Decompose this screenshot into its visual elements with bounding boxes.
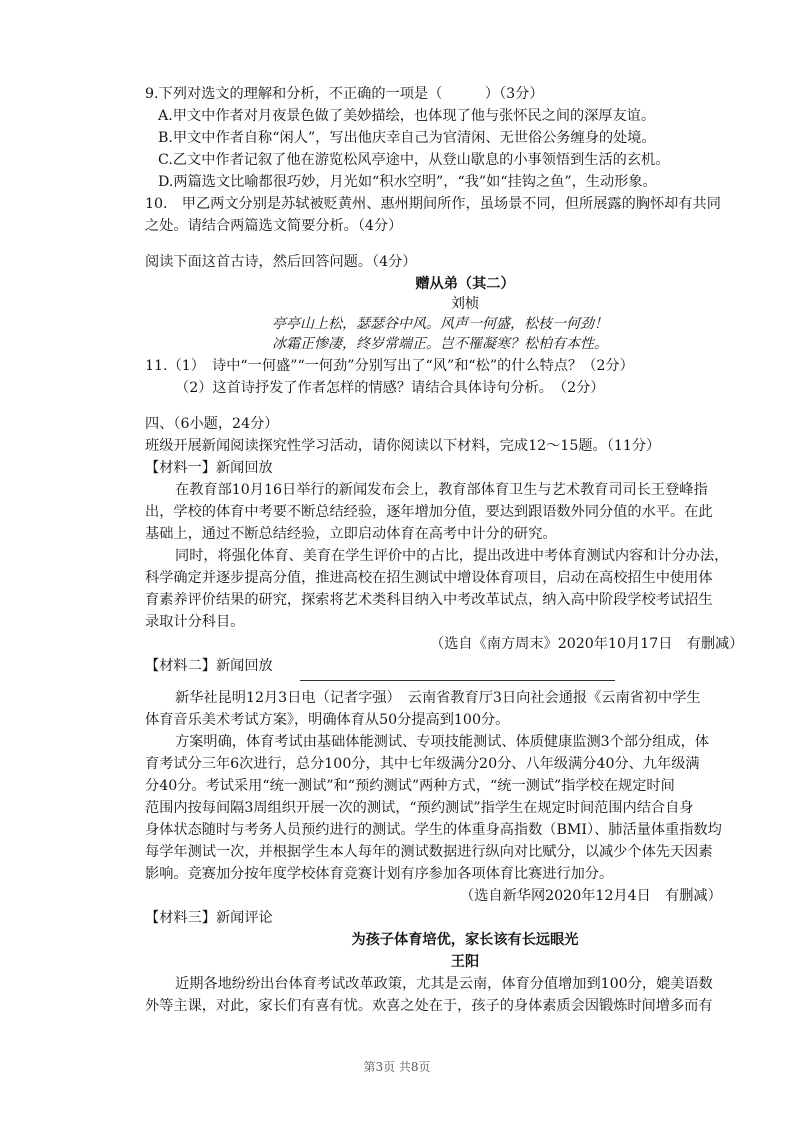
material1-p2-line1: 同时，将强化体育、美育在学生评价中的占比，提出改进中考体育测试内容和计分办法， bbox=[175, 548, 729, 564]
material3-p1-line1: 近期各地纷纷出台体育考试改革政策，尤其是云南，体育分值增加到100分，媲美语数 bbox=[175, 976, 713, 992]
material2-p2-line7: 影响。竞赛加分按年度学校体育竞赛计划有序参加各项体育比赛进行加分。 bbox=[145, 866, 614, 882]
material2-p2-line5: 身体状态随时与考务人员预约进行的测试。学生的体重身高指数（BMI）、肺活量体重指数均 bbox=[145, 822, 722, 838]
material1-p1-line1: 在教育部10月16日举行的新闻发布会上，教育部体育卫生与艺术教育司司长王登峰指 bbox=[175, 482, 708, 498]
material2-p2-line1: 方案明确，体育考试由基础体能测试、专项技能测试、体质健康监测3个部分组成，体 bbox=[175, 734, 709, 750]
poem-author: 刘桢 bbox=[450, 296, 480, 312]
material1-p2-line3: 育素养评价结果的研究，探索将艺术类科目纳入中考改革试点，纳入高中阶段学校考试招生 bbox=[145, 592, 713, 608]
section4-intro: 班级开展新闻阅读探究性学习活动，请你阅读以下材料，完成12～15题。（11分） bbox=[145, 438, 661, 454]
poem-line-2: 冰霜正惨凄，终岁常端正。岂不罹凝寒？松柏有本性。 bbox=[272, 336, 608, 352]
q9-option-a: A.甲文中作者对月夜景色做了美妙描绘，也体现了他与张怀民之间的深厚友谊。 bbox=[158, 108, 656, 124]
material3-label: 【材料三】新闻评论 bbox=[145, 910, 273, 926]
material3-p1-line2: 外等主课，对此，家长们有喜有忧。欢喜之处在于，孩子的身体素质会因锻炼时间增多而有 bbox=[145, 998, 713, 1014]
material1-label: 【材料一】新闻回放 bbox=[145, 460, 273, 476]
q9-option-b: B.甲文中作者自称“闲人”，写出他庆幸自己为官清闲、无世俗公务缠身的处境。 bbox=[158, 130, 656, 146]
material1-p2-line4: 录取计分科目。 bbox=[145, 614, 245, 630]
poem-line-1: 亭亭山上松，瑟瑟谷中风。风声一何盛，松枝一何劲！ bbox=[272, 316, 608, 332]
material1-p1-line2: 出，学校的体育中考要不断总结经验，逐年增加分值，要达到跟语数外同分值的水平。在此 bbox=[145, 504, 713, 520]
material1-source: （选自《南方周末》2020年10月17日 有删减） bbox=[430, 636, 744, 652]
material2-p2-line6: 每学年测试一次，并根据学生本人每年的测试数据进行纵向对比赋分，以减少个体先天因素 bbox=[145, 844, 713, 860]
material3-title: 为孩子体育培优，家长该有长远眼光 bbox=[351, 932, 579, 948]
page-number: 第3页 共8页 bbox=[363, 1060, 431, 1074]
material2-p2-line4: 范围内按每间隔3周组织开展一次的测试，“预约测试”指学生在规定时间范围内结合自身 bbox=[145, 800, 694, 816]
poem-intro: 阅读下面这首古诗，然后回答问题。（4分） bbox=[145, 254, 417, 270]
divider-rule bbox=[300, 680, 615, 681]
poem-title: 赠从弟（其二） bbox=[415, 276, 515, 292]
material3-author: 王阳 bbox=[450, 954, 480, 970]
material2-p2-line3: 分40分。考试采用“统一测试”和“预约测试”两种方式，“统一测试”指学校在规定时间 bbox=[145, 778, 675, 794]
material2-label: 【材料二】新闻回放 bbox=[145, 658, 273, 674]
material2-p1-line1: 新华社昆明12月3日电（记者字强） 云南省教育厅3日向社会通报《云南省初中学生 bbox=[175, 690, 701, 706]
material1-p2-line2: 科学确定并逐步提高分值，推进高校在招生测试中增设体育项目，启动在高校招生中使用体 bbox=[145, 570, 713, 586]
q10-line1: 10. 甲乙两文分别是苏轼被贬黄州、惠州期间所作，虽场景不同，但所展露的胸怀却有共同 bbox=[145, 196, 721, 212]
q10-line2: 之处。请结合两篇选文简要分析。（4分） bbox=[145, 218, 403, 234]
material2-p1-line2: 体育音乐美术考试方案》，明确体育从50分提高到100分。 bbox=[145, 712, 510, 728]
material2-source: （选自新华网2020年12月4日 有删减） bbox=[460, 888, 722, 904]
section4-heading: 四、（6小题，24分） bbox=[145, 416, 279, 432]
q11-line1: 11.（1） 诗中“一何盛”“一何劲”分别写出了“风”和“松”的什么特点？（2分） bbox=[145, 358, 634, 374]
material1-p1-line3: 基础上，通过不断总结经验，立即启动体育在高考中计分的研究。 bbox=[145, 526, 557, 542]
q9-option-d: D.两篇选文比喻都很巧妙，月光如“积水空明”，“我”如“挂钩之鱼”，生动形象。 bbox=[158, 174, 657, 190]
material2-p2-line2: 育考试分三年6次进行，总分100分，其中七年级满分20分、八年级满分40分、九年级满 bbox=[145, 756, 700, 772]
q9-stem: 9.下列对选文的理解和分析，不正确的一项是（ ）（3分） bbox=[145, 86, 544, 102]
q11-line2: （2）这首诗抒发了作者怎样的情感？请结合具体诗句分析。 （2分） bbox=[175, 380, 605, 396]
q9-option-c: C.乙文中作者记叙了他在游览松风亭途中，从登山歇息的小事领悟到生活的玄机。 bbox=[158, 152, 670, 168]
